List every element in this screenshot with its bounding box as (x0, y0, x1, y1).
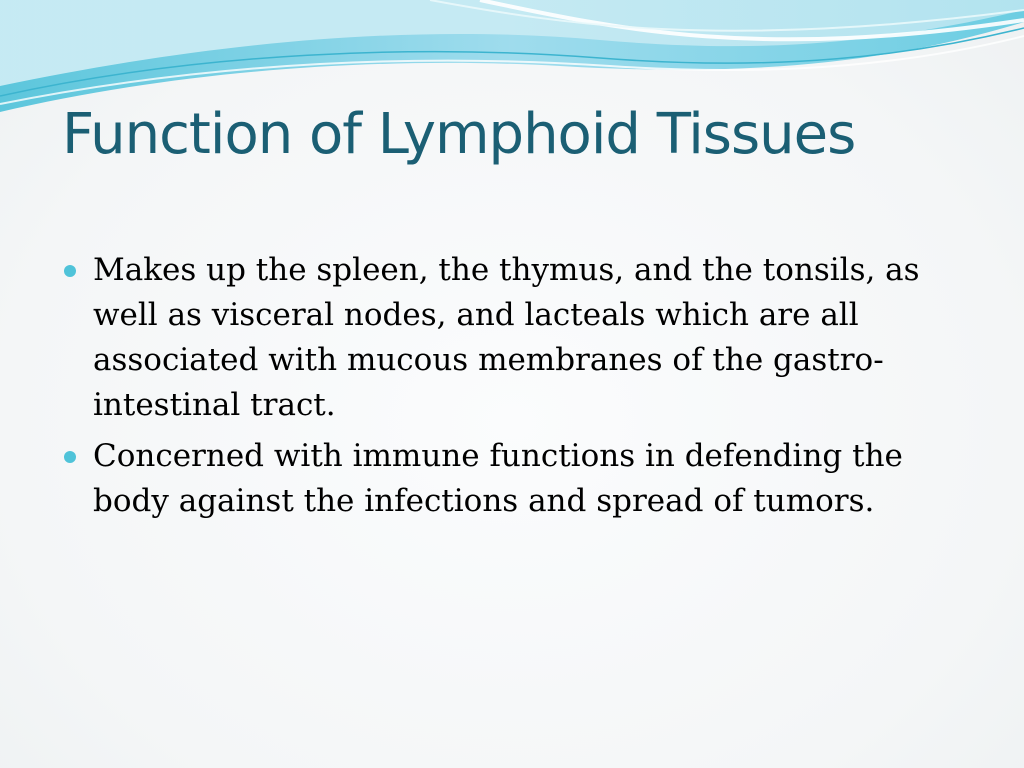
bullet-item (62, 434, 942, 524)
slide-title: Function of Lymphoid Tissues (62, 102, 856, 167)
bullet-text: Makes up the spleen, the thymus, and the tonsils, as well as visceral nodes, and lacteals which are all associated with mucous membranes of the gastro-intestinal tract. (93, 252, 920, 423)
bullet-dot-icon (64, 265, 76, 277)
bullet-list (62, 248, 942, 530)
bullet-item (62, 248, 942, 428)
bullet-dot-icon (64, 451, 76, 463)
bullet-text: Concerned with immune functions in defending the body against the infections and spread of tumors. (93, 438, 903, 519)
